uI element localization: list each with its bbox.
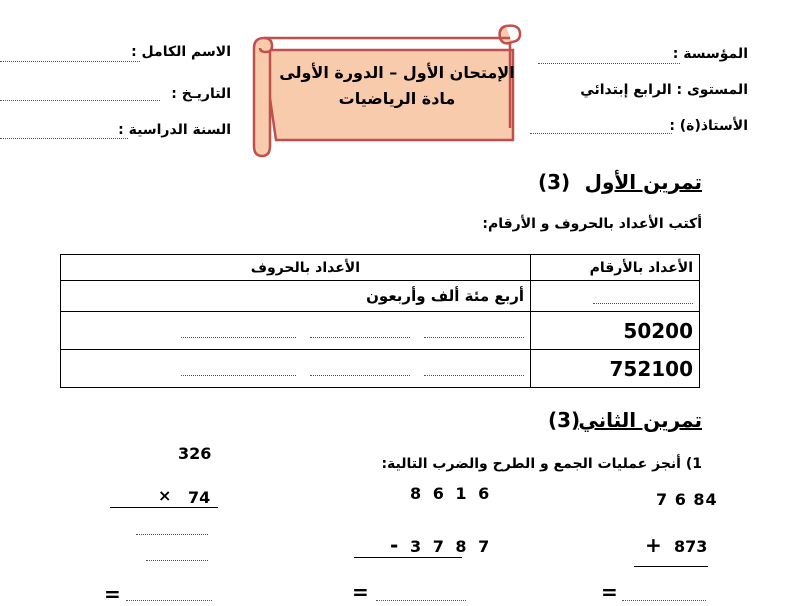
- col-header-digits: الأعداد بالأرقام: [531, 255, 700, 281]
- multiplication-result-field[interactable]: [126, 600, 212, 601]
- table-row: [61, 312, 700, 350]
- row2-words-field-3[interactable]: [181, 337, 296, 338]
- school-year-label: السنة الدراسية :: [118, 122, 231, 138]
- date-label: التاريـخ :: [171, 86, 231, 102]
- table-header-row: [61, 255, 700, 281]
- teacher-field[interactable]: [530, 133, 672, 134]
- fullname-label: الاسم الكامل :: [131, 44, 231, 60]
- addition-line: [634, 566, 708, 567]
- subtraction-equals: =: [352, 580, 369, 604]
- row3-words-field-3[interactable]: [181, 375, 296, 376]
- row3-digits: 752100: [531, 350, 700, 388]
- row3-words-field-1[interactable]: [424, 375, 524, 376]
- multiplication-line: [110, 507, 218, 508]
- multiplication-top: 326: [178, 444, 212, 463]
- row1-digits-cell[interactable]: [531, 281, 700, 312]
- row2-words-cell[interactable]: [61, 312, 531, 350]
- exercise1-instruction: أكتب الأعداد بالحروف و الأرقام:: [482, 216, 702, 232]
- row2-words-field-2[interactable]: [310, 337, 410, 338]
- multiplication-partial-field-2[interactable]: [146, 560, 208, 561]
- multiplication-partial-field-1[interactable]: [136, 534, 208, 535]
- exercise2-title-wrap: [578, 408, 702, 432]
- subtraction-bottom: 3 7 8 7: [410, 537, 493, 556]
- fullname-field[interactable]: [0, 61, 140, 62]
- addition-result-field[interactable]: [622, 600, 706, 601]
- exercise1-title: تمرين الأول: [584, 170, 702, 194]
- level-label: المستوى : الرابع إبتدائي: [580, 82, 748, 98]
- date-field[interactable]: [0, 100, 160, 101]
- col-header-words: الأعداد بالحروف: [61, 255, 531, 281]
- row3-words-field-2[interactable]: [310, 375, 410, 376]
- subtraction-line: [354, 557, 462, 558]
- multiplication-bottom: 74: [188, 488, 211, 507]
- exercise2-title: تمرين الثاني: [578, 408, 702, 432]
- row1-words: أربع مئة ألف وأربعون: [61, 281, 531, 312]
- row2-words-field-1[interactable]: [424, 337, 524, 338]
- subtraction-top: 8 6 1 6: [410, 484, 493, 503]
- scroll-title-line2: مادة الرياضيات: [338, 89, 456, 108]
- institution-label: المؤسسة :: [672, 46, 748, 62]
- exercise1-title-wrap: [585, 170, 702, 194]
- addition-bottom: 873: [674, 537, 708, 556]
- subtraction-result-field[interactable]: [376, 600, 466, 601]
- school-year-field[interactable]: [0, 138, 128, 139]
- row1-digits-field[interactable]: [593, 303, 693, 304]
- scroll-title-line1: الإمتحان الأول – الدورة الأولى: [279, 63, 515, 82]
- addition-operator: +: [645, 533, 662, 557]
- exercise2-instruction: 1) أنجز عمليات الجمع و الطرح والضرب التالية:: [381, 456, 702, 472]
- multiplication-operator: ×: [158, 486, 172, 505]
- subtraction-operator: -: [390, 533, 399, 557]
- addition-top: 7 6 84: [656, 490, 718, 509]
- table-row: [61, 350, 700, 388]
- institution-field[interactable]: [538, 63, 680, 64]
- teacher-label: الأستاذ(ة) :: [669, 118, 748, 134]
- multiplication-equals: =: [104, 582, 121, 606]
- exercise2-points: (3): [548, 408, 581, 432]
- table-row: [61, 281, 700, 312]
- row2-digits: 50200: [531, 312, 700, 350]
- numbers-table: [60, 254, 700, 388]
- row3-words-cell[interactable]: [61, 350, 531, 388]
- exercise1-points: (3): [538, 170, 571, 194]
- addition-equals: =: [601, 580, 618, 604]
